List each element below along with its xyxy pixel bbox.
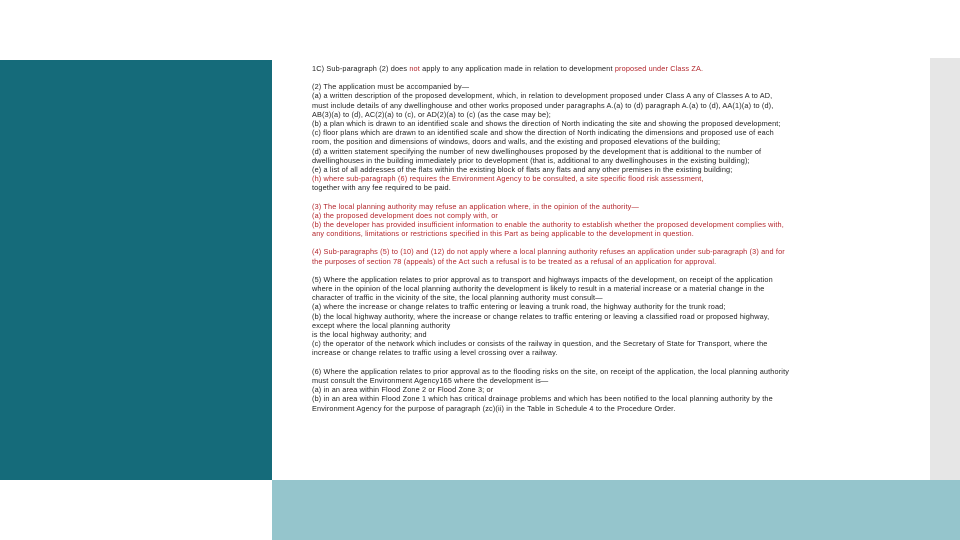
p2-flood-risk-line: (h) where sub-paragraph (6) requires the Environment Agency to be consulted, a site specific flood risk assessment, [312,174,704,184]
p2-line: together with any fee required to be paid. [312,183,451,193]
p6-line: must consult the Environment Agency165 where the development is— [312,375,549,385]
p6-line: (b) in an area within Flood Zone 1 which has critical drainage problems and which has been notified to the local planning authority by the [312,394,773,404]
p3-line: any conditions, limitations or restrictions specified in this Part as being applicable to the development in question. [312,229,694,239]
p2-line: (a) a written description of the proposed development, which, in relation to development proposed under Class A any of Classes A to AD, [312,91,773,101]
p3-line: (3) The local planning authority may refuse an application where, in the opinion of the authority— [312,201,639,211]
p5-line: where in the opinion of the local planning authority the development is likely to result in a material increase or a material change in the [312,284,765,294]
p5-line: (b) the local highway authority, where the increase or change relates to traffic entering or leaving a classified road or proposed highway, [312,311,770,321]
p3-line: (a) the proposed development does not comply with, or [312,210,499,220]
p2-line: must include details of any dwellinghouse and other works proposed under paragraphs A.(a) to (d) paragraph A.(a) to (d), AA(1)(a) to (d), [312,100,774,110]
p2-line: (b) a plan which is drawn to an identified scale and shows the direction of North indicating the site and showing the proposed development; [312,119,781,129]
p5-line: is the local highway authority; and [312,330,427,340]
paragraph-3 [312,202,878,239]
p1-text-a: 1C) Sub-paragraph (2) does [312,64,410,73]
paragraph-6 [312,367,878,413]
paragraph-2 [312,82,878,192]
p5-line: except where the local planning authority [312,320,451,330]
p6-line: (6) Where the application relates to prior approval as to the flooding risks on the site, on receipt of the application, the local planning authority [312,366,790,376]
p2-line: (2) The application must be accompanied by— [312,82,470,92]
teal-side-panel [0,60,272,480]
grey-right-strip [930,58,960,480]
p2-line: (c) floor plans which are drawn to an identified scale and show the direction of North indicating the dimensions and proposed use of each [312,128,774,138]
p2-line: AB(3)(a) to (d), AC(2)(a) to (c), or AD(2)(a) to (c) (as the case may be); [312,109,551,119]
p5-line: increase or change relates to traffic using a level crossing over a railway. [312,348,558,358]
p6-line: (a) in an area within Flood Zone 2 or Flood Zone 3; or [312,385,494,395]
p5-line: character of traffic in the vicinity of the site, the local planning authority must consult— [312,293,603,303]
paragraph-1c [312,64,878,73]
p5-line: (c) the operator of the network which includes or consists of the railway in question, and the Secretary of State for Transport, where the [312,339,768,349]
p2-line: (e) a list of all addresses of the flats within the existing block of flats any flats and any other premises in the existing building; [312,165,733,175]
p2-line: (d) a written statement specifying the number of new dwellinghouses proposed by the development that is additional to the number of [312,146,762,156]
p2-line: room, the position and dimensions of windows, doors and walls, and the existing and proposed elevations of the building; [312,137,721,147]
p3-line: (b) the developer has provided insufficient information to enable the authority to establish whether the proposed development complies with, [312,220,784,230]
p4-line: the purposes of section 78 (appeals) of the Act such a refusal is to be treated as a refusal of an application for approval. [312,256,717,266]
document-text [312,64,878,422]
p1-class-za-highlight: proposed under Class ZA. [614,64,704,73]
p5-line: (a) where the increase or change relates to traffic entering or leaving a trunk road, the highway authority for the trunk road; [312,302,726,312]
p1-not-highlight: not [409,64,420,73]
paragraph-5 [312,275,878,358]
aqua-bottom-band [272,480,960,540]
p5-line: (5) Where the application relates to prior approval as to transport and highways impacts of the development, on receipt of the application [312,274,773,284]
p2-line: dwellinghouses in the building immediately prior to development (that is, additional to any dwellinghouses in the existing building); [312,155,750,165]
p4-line: (4) Sub-paragraphs (5) to (10) and (12) do not apply where a local planning authority refuses an application under sub-paragraph (3) and for [312,247,785,257]
p6-line: Environment Agency for the purpose of paragraph (zc)(ii) in the Table in Schedule 4 to the Procedure Order. [312,403,676,413]
p1-text-c: apply to any application made in relation to development [419,64,615,73]
paragraph-4 [312,247,878,265]
